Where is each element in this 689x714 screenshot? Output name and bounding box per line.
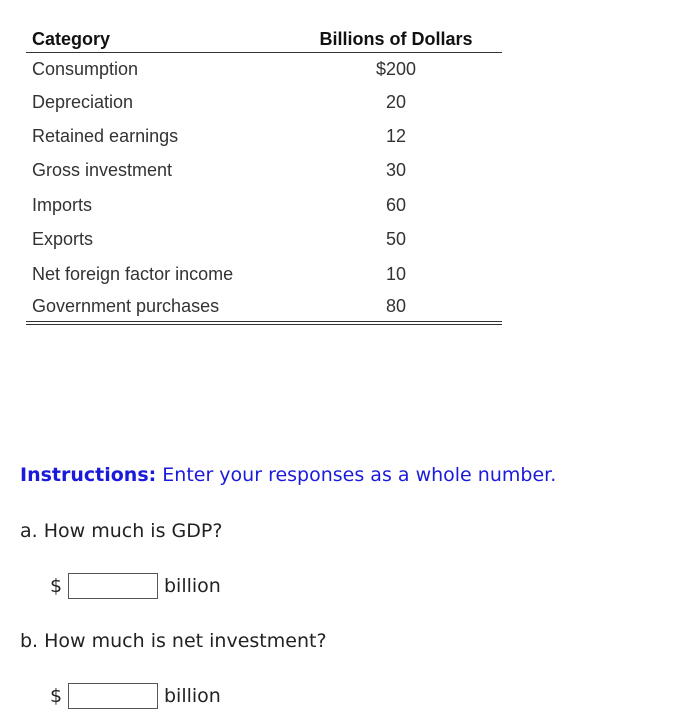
row-value: 50: [385, 229, 407, 250]
unit-label: billion: [164, 575, 221, 597]
gdp-input[interactable]: [68, 573, 158, 599]
data-table: [26, 26, 502, 325]
row-category: Retained earnings: [32, 126, 179, 147]
row-category: Exports: [32, 229, 94, 250]
currency-symbol: $: [50, 685, 63, 707]
answer-row-net-investment: [50, 680, 221, 712]
row-value: 10: [385, 263, 407, 284]
table-row: [26, 223, 502, 257]
unit-label: billion: [164, 685, 221, 707]
table-row: [26, 154, 502, 188]
row-category: Imports: [32, 194, 93, 215]
row-value: 30: [385, 160, 407, 181]
table-row: [26, 85, 502, 119]
row-category: Consumption: [32, 58, 139, 79]
currency-symbol: $: [50, 575, 63, 597]
row-value: 60: [385, 194, 407, 215]
instructions-label: Instructions:: [20, 464, 157, 486]
instructions-text: Enter your responses as a whole number.: [156, 464, 557, 486]
row-category: Government purchases: [26, 291, 290, 323]
row-category: Net foreign factor income: [32, 263, 234, 284]
table-row: [26, 53, 502, 86]
table-header-row: [26, 26, 502, 53]
row-category: Depreciation: [32, 91, 134, 112]
table-row: [26, 291, 502, 323]
row-value: $200: [375, 58, 417, 79]
row-value: 12: [385, 126, 407, 147]
table-row: [26, 119, 502, 153]
answer-row-gdp: [50, 570, 221, 602]
question-net-investment: b. How much is net investment?: [20, 630, 327, 652]
row-value: 80: [290, 291, 502, 323]
row-category: Gross investment: [32, 160, 173, 181]
header-value: Billions of Dollars: [290, 26, 502, 53]
row-value: 20: [385, 91, 407, 112]
question-gdp: a. How much is GDP?: [20, 520, 223, 542]
header-category: Category: [26, 26, 290, 53]
table-row: [26, 257, 502, 291]
table-row: [26, 188, 502, 222]
instructions: [20, 464, 556, 486]
net-investment-input[interactable]: [68, 683, 158, 709]
